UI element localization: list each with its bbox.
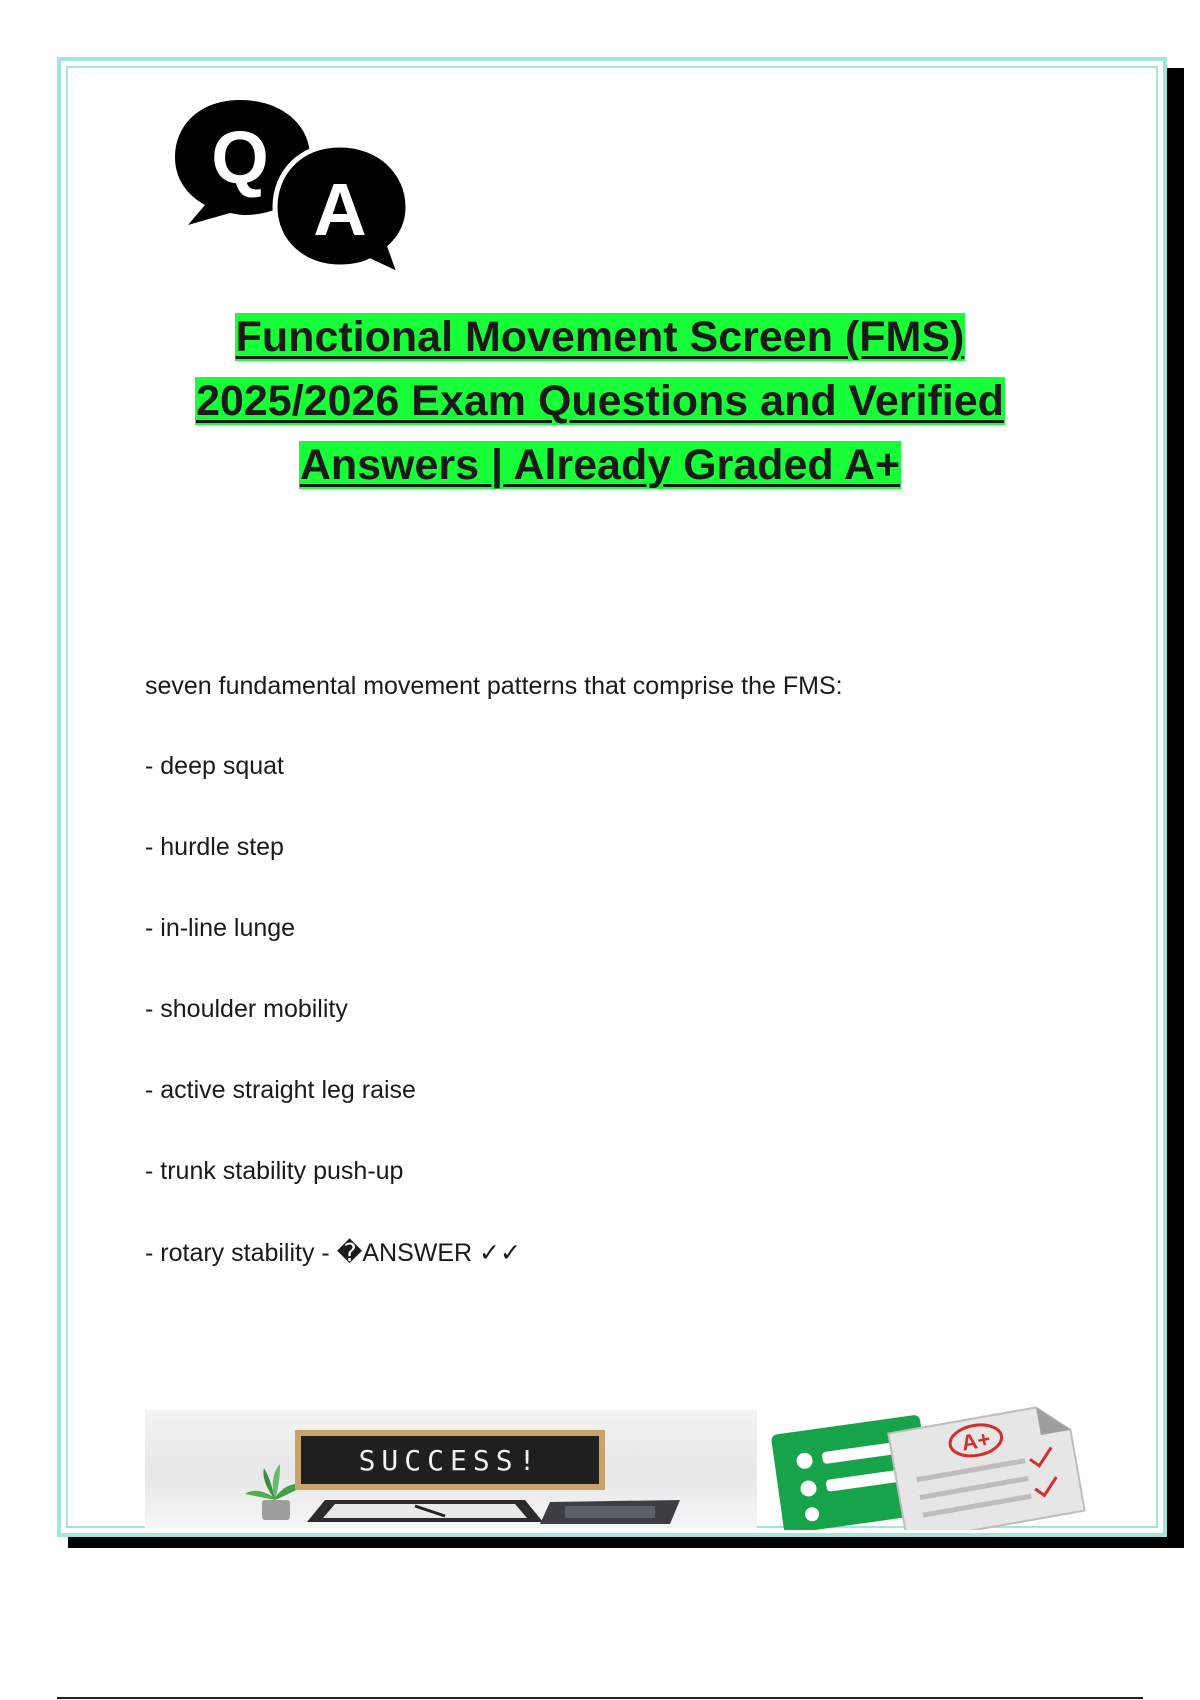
list-item: - trunk stability push-up	[145, 1157, 404, 1185]
success-banner-image	[145, 1410, 757, 1528]
list-item: - in-line lunge	[145, 914, 296, 942]
success-chalkboard: SUCCESS!	[295, 1430, 605, 1490]
title-line-3: Answers | Already Graded A+	[299, 441, 901, 489]
bottom-divider	[57, 1697, 1143, 1699]
qa-speech-bubbles-icon	[170, 95, 430, 285]
svg-text:Q: Q	[211, 116, 269, 199]
list-item: - deep squat	[145, 752, 284, 780]
list-item: - hurdle step	[145, 833, 284, 861]
graded-document-icon	[757, 1405, 1097, 1530]
question-intro: seven fundamental movement patterns that comprise the FMS:	[145, 672, 843, 700]
svg-text:A: A	[313, 168, 367, 251]
document-title	[140, 305, 1060, 497]
calculator-icon	[535, 1498, 685, 1526]
question-body	[145, 672, 1045, 1319]
title-line-2: 2025/2026 Exam Questions and Verified	[196, 377, 1004, 425]
title-line-1: Functional Movement Screen (FMS)	[235, 313, 965, 361]
laptop-icon	[305, 1496, 545, 1526]
list-item: - shoulder mobility	[145, 995, 348, 1023]
list-item: - active straight leg raise	[145, 1076, 416, 1104]
list-item-answer: - rotary stability - �ANSWER ✓✓	[145, 1239, 521, 1267]
svg-text:A+: A+	[959, 1426, 993, 1456]
